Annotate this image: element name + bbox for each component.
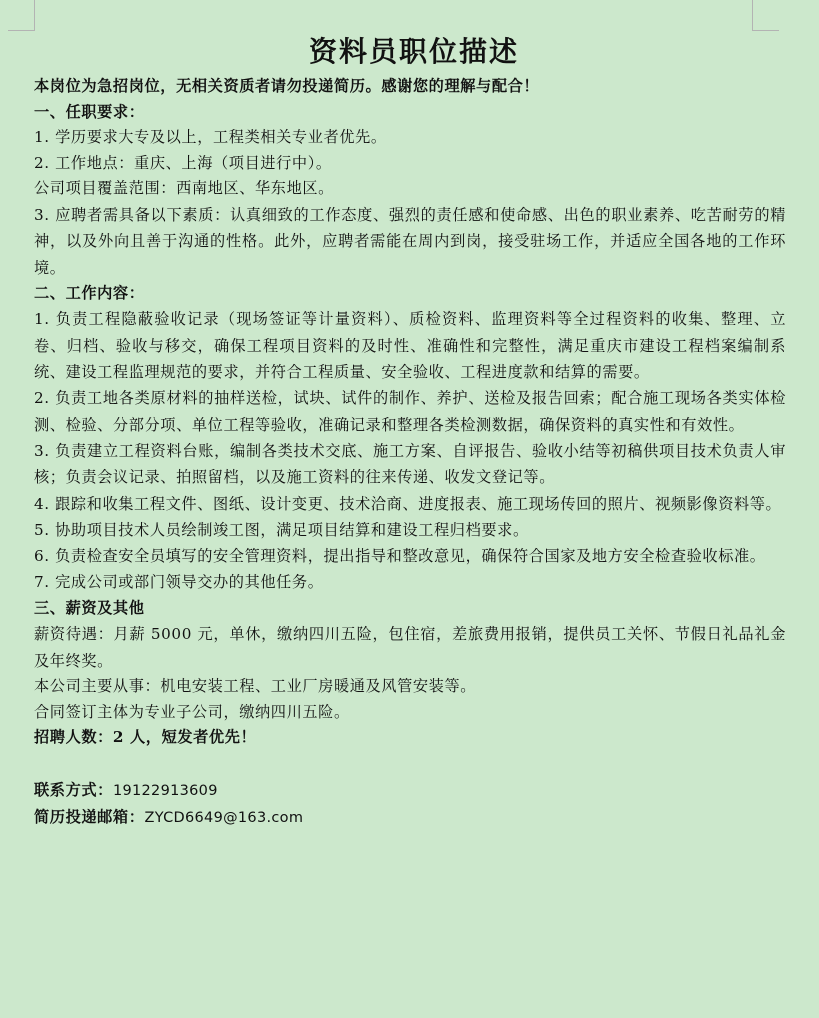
section-heading-duties: 二、工作内容：: [34, 283, 145, 302]
requirement-item: 公司项目覆盖范围：西南地区、华东地区。: [34, 179, 334, 198]
duty-item: 6. 负责检查安全员填写的安全管理资料，提出指导和整改意见，确保符合国家及地方安全检查验收标准。: [34, 547, 766, 566]
contact-phone-line: [34, 777, 786, 804]
section-heading-salary: 三、薪资及其他: [34, 598, 145, 617]
page-corner-mark: [752, 0, 779, 31]
requirement-item: 3. 应聘者需具备以下素质：认真细致的工作态度、强烈的责任感和使命感、出色的职业素养、吃苦耐劳的精神，以及外向且善于沟通的性格。此外，应聘者需能在周内到岗，接受驻场工作，并适应全国各地的工作环境。: [34, 205, 786, 277]
blank-line: [34, 751, 786, 777]
duty-item: 4. 跟踪和收集工程文件、图纸、设计变更、技术洽商、进度报表、施工现场传回的照片、视频影像资料等。: [34, 494, 782, 513]
salary-item: 合同签订主体为专业子公司，缴纳四川五险。: [34, 702, 350, 721]
urgent-notice: 本岗位为急招岗位，无相关资质者请勿投递简历。感谢您的理解与配合！: [34, 77, 540, 95]
requirement-item: 1. 学历要求大专及以上，工程类相关专业者优先。: [34, 128, 387, 147]
duty-item: 5. 协助项目技术人员绘制竣工图，满足项目结算和建设工程归档要求。: [34, 520, 529, 539]
document-body: [34, 30, 786, 831]
contact-phone: 19122913609: [112, 782, 218, 799]
duty-item: 7. 完成公司或部门领导交办的其他任务。: [34, 573, 324, 592]
contact-email-line: [34, 804, 786, 831]
duty-item: 3. 负责建立工程资料台账，编制各类技术交底、施工方案、自评报告、验收小结等初稿供项目技术负责人审核；负责会议记录、拍照留档，以及施工资料的往来传递、收发文登记等。: [34, 441, 786, 487]
page-title: 资料员职位描述: [308, 35, 519, 68]
duty-item: 1. 负责工程隐蔽验收记录（现场签证等计量资料）、质检资料、监理资料等全过程资料的收集、整理、立卷、归档、验收与移交，确保工程项目资料的及时性、准确性和完整性，满足重庆市建设工程档案编制系统、建设工程监理规范的要求，并符合工程质量、安全验收、工程进度款和结算的需要。: [34, 310, 786, 382]
salary-item: 本公司主要从事：机电安装工程、工业厂房暖通及风管安装等。: [34, 676, 477, 695]
contact-phone-label: 联系方式：: [34, 780, 113, 799]
headcount-note: 招聘人数：2 人，短发者优先！: [34, 728, 257, 747]
contact-email-label: 简历投递邮箱：: [34, 807, 145, 826]
salary-item: 薪资待遇：月薪 5000 元，单休，缴纳四川五险，包住宿，差旅费用报销，提供员工关怀、节假日礼品礼金及年终奖。: [34, 625, 786, 670]
duty-item: 2. 负责工地各类原材料的抽样送检，试块、试件的制作、养护、送检及报告回索；配合施工现场各类实体检测、检验、分部分项、单位工程等验收，准确记录和整理各类检测数据，确保资料的真实性和有效性。: [34, 389, 786, 434]
page-corner-mark: [8, 0, 35, 31]
requirement-item: 2. 工作地点：重庆、上海（项目进行中）。: [34, 153, 332, 172]
section-heading-requirements: 一、任职要求：: [34, 102, 145, 121]
contact-email: ZYCD6649@163.com: [144, 809, 304, 826]
